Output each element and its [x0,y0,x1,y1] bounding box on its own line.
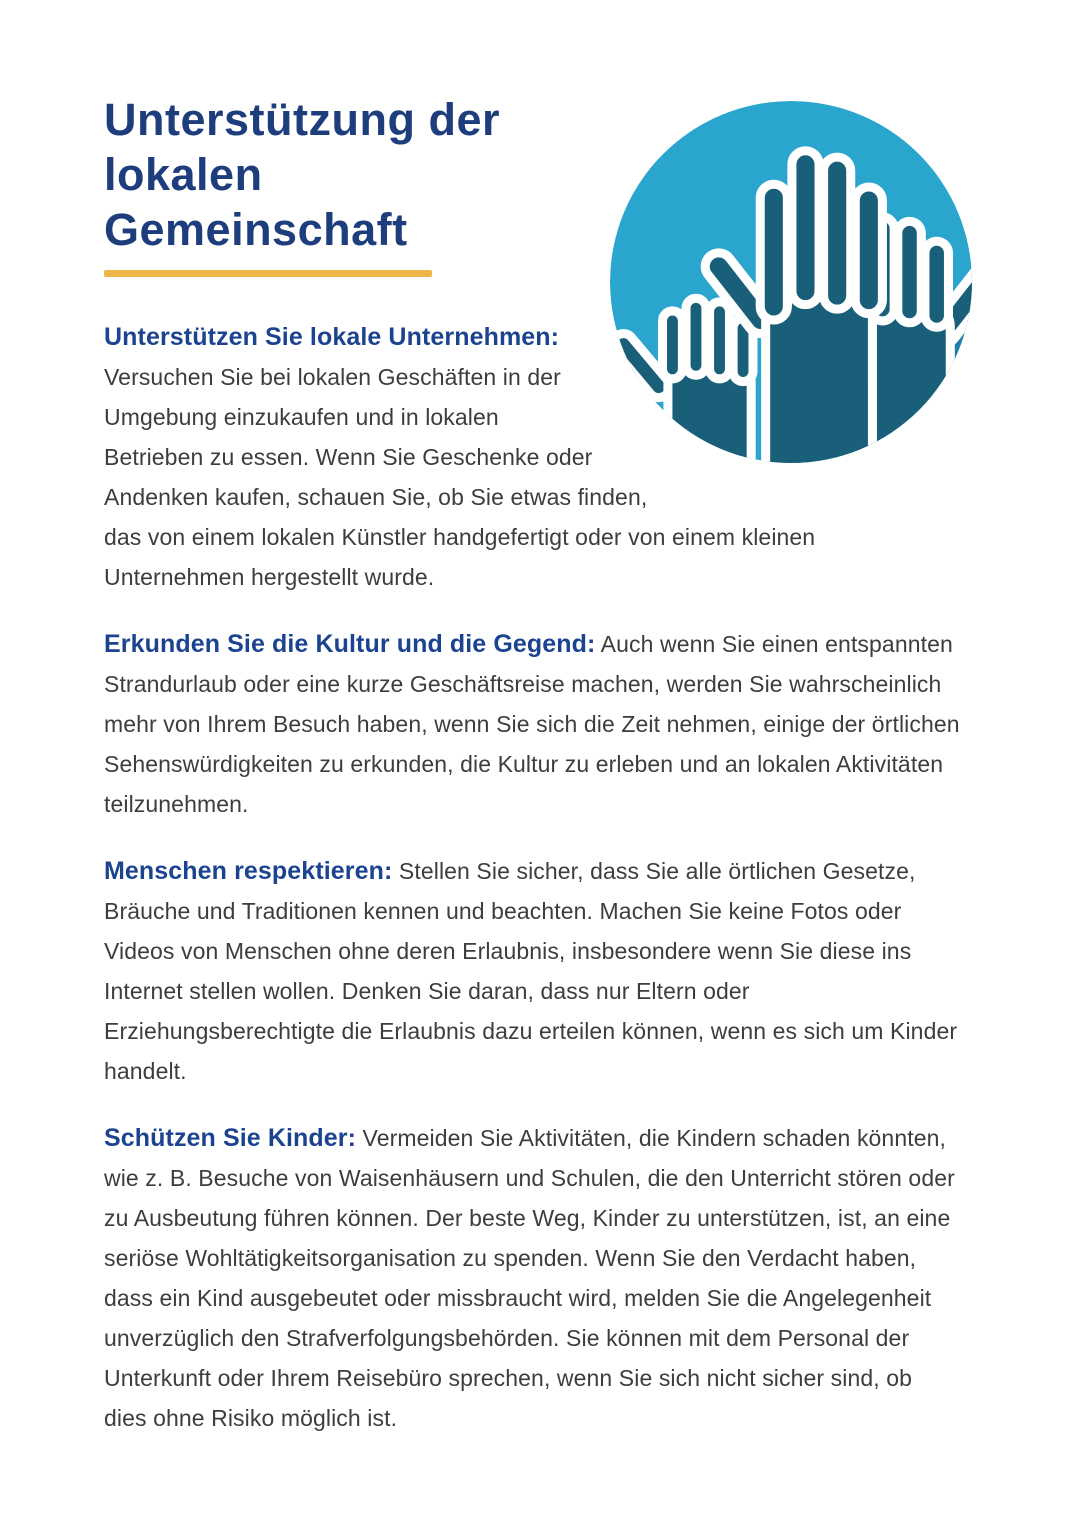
section-respect-people [104,851,960,1091]
section-body: Vermeiden Sie Aktivitäten, die Kindern schaden könnten, wie z. B. Besuche von Waisenhäusern und Schulen, die den Unterricht stören oder zu Ausbeutung führen können. Der beste Weg, Kinder zu unterstützen, ist, an eine seriöse Wohltätigkeitsorganisation zu spenden. Wenn Sie den Verdacht haben, dass ein Kind ausgebeutet oder missbraucht wird, melden Sie die Angelegenheit unverzüglich den Strafverfolgungsbehörden. Sie können mit dem Personal der Unterkunft oder Ihrem Reisebüro sprechen, wenn Sie sich nicht sicher sind, ob dies ohne Risiko möglich ist. [104,1125,955,1431]
section-protect-children [104,1118,960,1438]
section-heading: Unterstützen Sie lokale Unternehmen: [104,323,560,351]
section-body: Stellen Sie sicher, dass Sie alle örtlichen Gesetze, Bräuche und Traditionen kennen und beachten. Machen Sie keine Fotos oder Videos von Menschen ohne deren Erlaubnis, insbesondere wenn Sie diese ins Internet stellen wollen. Denken Sie daran, dass nur Eltern oder Erziehungsberechtigte die Erlaubnis dazu erteilen können, wenn es sich um Kinder handelt. [104,858,958,1084]
section-heading: Schützen Sie Kinder: [104,1124,357,1152]
title-underline-rule [104,270,432,277]
section-heading: Menschen respektieren: [104,857,393,885]
section-body: Auch wenn Sie einen entspannten Strandurlaub oder eine kurze Geschäftsreise machen, werden Sie wahrscheinlich mehr von Ihrem Besuch haben, wenn Sie sich die Zeit nehmen, einige der örtlichen Sehenswürdigkeiten zu erkunden, die Kultur zu erleben und an lokalen Aktivitäten teilzunehmen. [104,631,960,817]
section-body: Versuchen Sie bei lokalen Geschäften in der Umgebung einzukaufen und in lokalen Betrieben zu essen. Wenn Sie Geschenke oder Andenken kaufen, schauen Sie, ob Sie etwas finden, das von einem lokalen Künstler handgefertigt oder von einem kleinen Unternehmen hergestellt wurde. [104,364,816,590]
section-explore-culture [104,624,960,824]
section-heading: Erkunden Sie die Kultur und die Gegend: [104,630,596,658]
page-title: Unterstützung der lokalen Gemeinschaft [104,94,500,255]
raised-hands-icon [610,101,972,463]
